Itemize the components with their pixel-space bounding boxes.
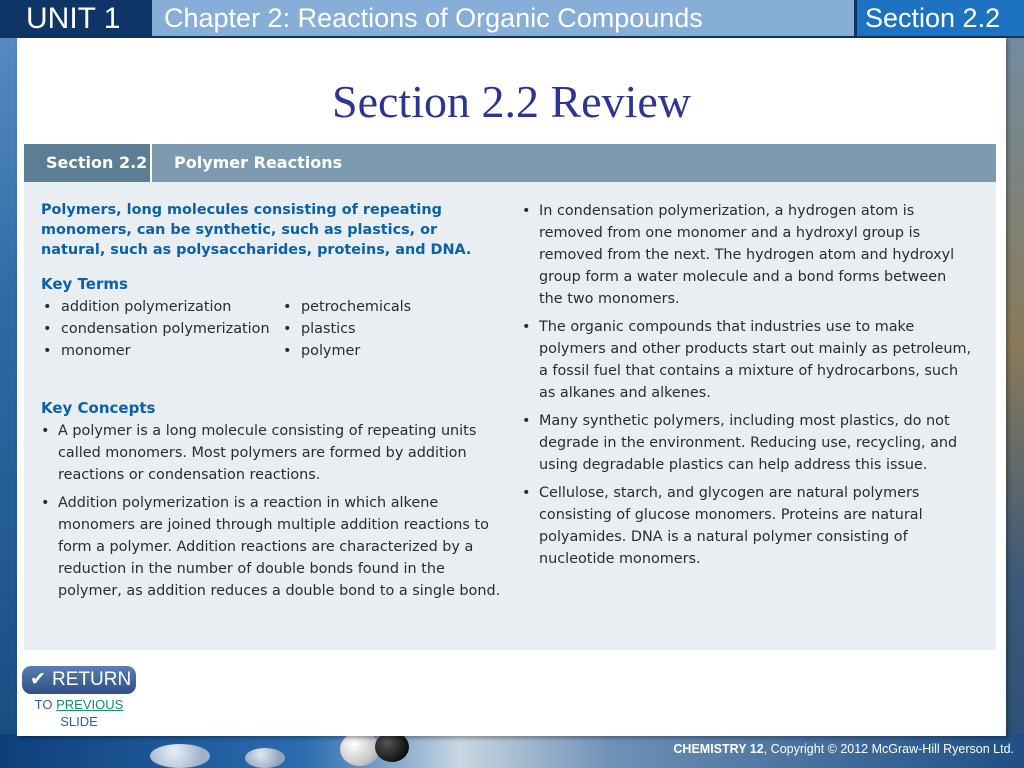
review-right-column: [522, 200, 972, 576]
review-left-column: [41, 200, 501, 608]
slide-panel: [17, 38, 1006, 736]
molecule-sphere: [150, 744, 210, 768]
chapter-label: Chapter 2: Reactions of Organic Compounds: [152, 0, 854, 36]
review-point: • Many synthetic polymers, including most plastics, do not degrade in the environment. Reducing use, recycling, and using degradable plastics can help address this issue.: [522, 410, 972, 476]
section-label: Section 2.2: [857, 0, 1024, 36]
review-header: [24, 144, 996, 182]
unit-label: UNIT 1: [0, 0, 150, 38]
review-intro: Polymers, long molecules consisting of repeating monomers, can be synthetic, such as plastics, or natural, such as polysaccharides, proteins, and DNA.: [41, 202, 472, 258]
key-term: • polymer: [281, 340, 481, 362]
return-caption-slide: SLIDE: [60, 714, 98, 729]
molecule-sphere: [340, 732, 380, 766]
return-button-label: RETURN: [52, 669, 132, 690]
background-right: [1004, 0, 1024, 768]
review-point: • The organic compounds that industries use to make polymers and other products start out mainly as petroleum, a fossil fuel that contains a mixture of hydrocarbons, such as alkanes and alkenes.: [522, 316, 972, 404]
page-title: Section 2.2 Review: [332, 76, 691, 127]
review-title: Polymer Reactions: [174, 153, 343, 172]
footer-copyright-text: , Copyright © 2012 McGraw-Hill Ryerson Ltd.: [763, 742, 1014, 756]
molecule-sphere: [375, 732, 409, 762]
key-terms-heading: Key Terms: [41, 275, 128, 293]
background-left: [0, 0, 18, 768]
key-terms-list: [41, 296, 501, 384]
review-points-list: [522, 200, 972, 570]
review-box: [24, 144, 996, 650]
review-point: • In condensation polymerization, a hydrogen atom is removed from one monomer and a hydroxyl group is removed from the next. The hydrogen atom and hydroxyl group form a water molecule and a bond forms between the two monomers.: [522, 200, 972, 310]
check-arrow-icon: ✔: [30, 669, 46, 690]
review-section-label: Section 2.2: [24, 144, 152, 182]
footer-brand: CHEMISTRY 12: [673, 742, 764, 756]
previous-link[interactable]: PREVIOUS: [56, 697, 124, 712]
key-term: • plastics: [281, 318, 481, 340]
key-concept: • Addition polymerization is a reaction in which alkene monomers are joined through multiple addition reactions to form a polymer. Addition reactions are characterized by a reduction in the number of double bonds found in the polymer, as addition reduces a double bond to a single bond.: [41, 492, 501, 602]
key-term: • condensation polymerization: [41, 318, 271, 340]
key-concepts-list: [41, 420, 501, 602]
key-term: • addition polymerization: [41, 296, 271, 318]
return-button[interactable]: [22, 666, 136, 694]
key-concepts-heading: Key Concepts: [41, 399, 156, 417]
molecule-sphere: [245, 748, 285, 768]
footer-copyright: [673, 742, 1014, 756]
return-caption-to: TO: [34, 697, 53, 712]
review-point: • Cellulose, starch, and glycogen are natural polymers consisting of glucose monomers. Proteins are natural polyamides. DNA is a natural polymer consisting of nucleotide monomers.: [522, 482, 972, 570]
header-bar: [0, 0, 1024, 38]
key-term: • petrochemicals: [281, 296, 481, 318]
key-term: • monomer: [41, 340, 271, 362]
key-concept: • A polymer is a long molecule consisting of repeating units called monomers. Most polymers are formed by addition reactions or condensation reactions.: [41, 420, 501, 486]
return-caption: [22, 696, 136, 730]
